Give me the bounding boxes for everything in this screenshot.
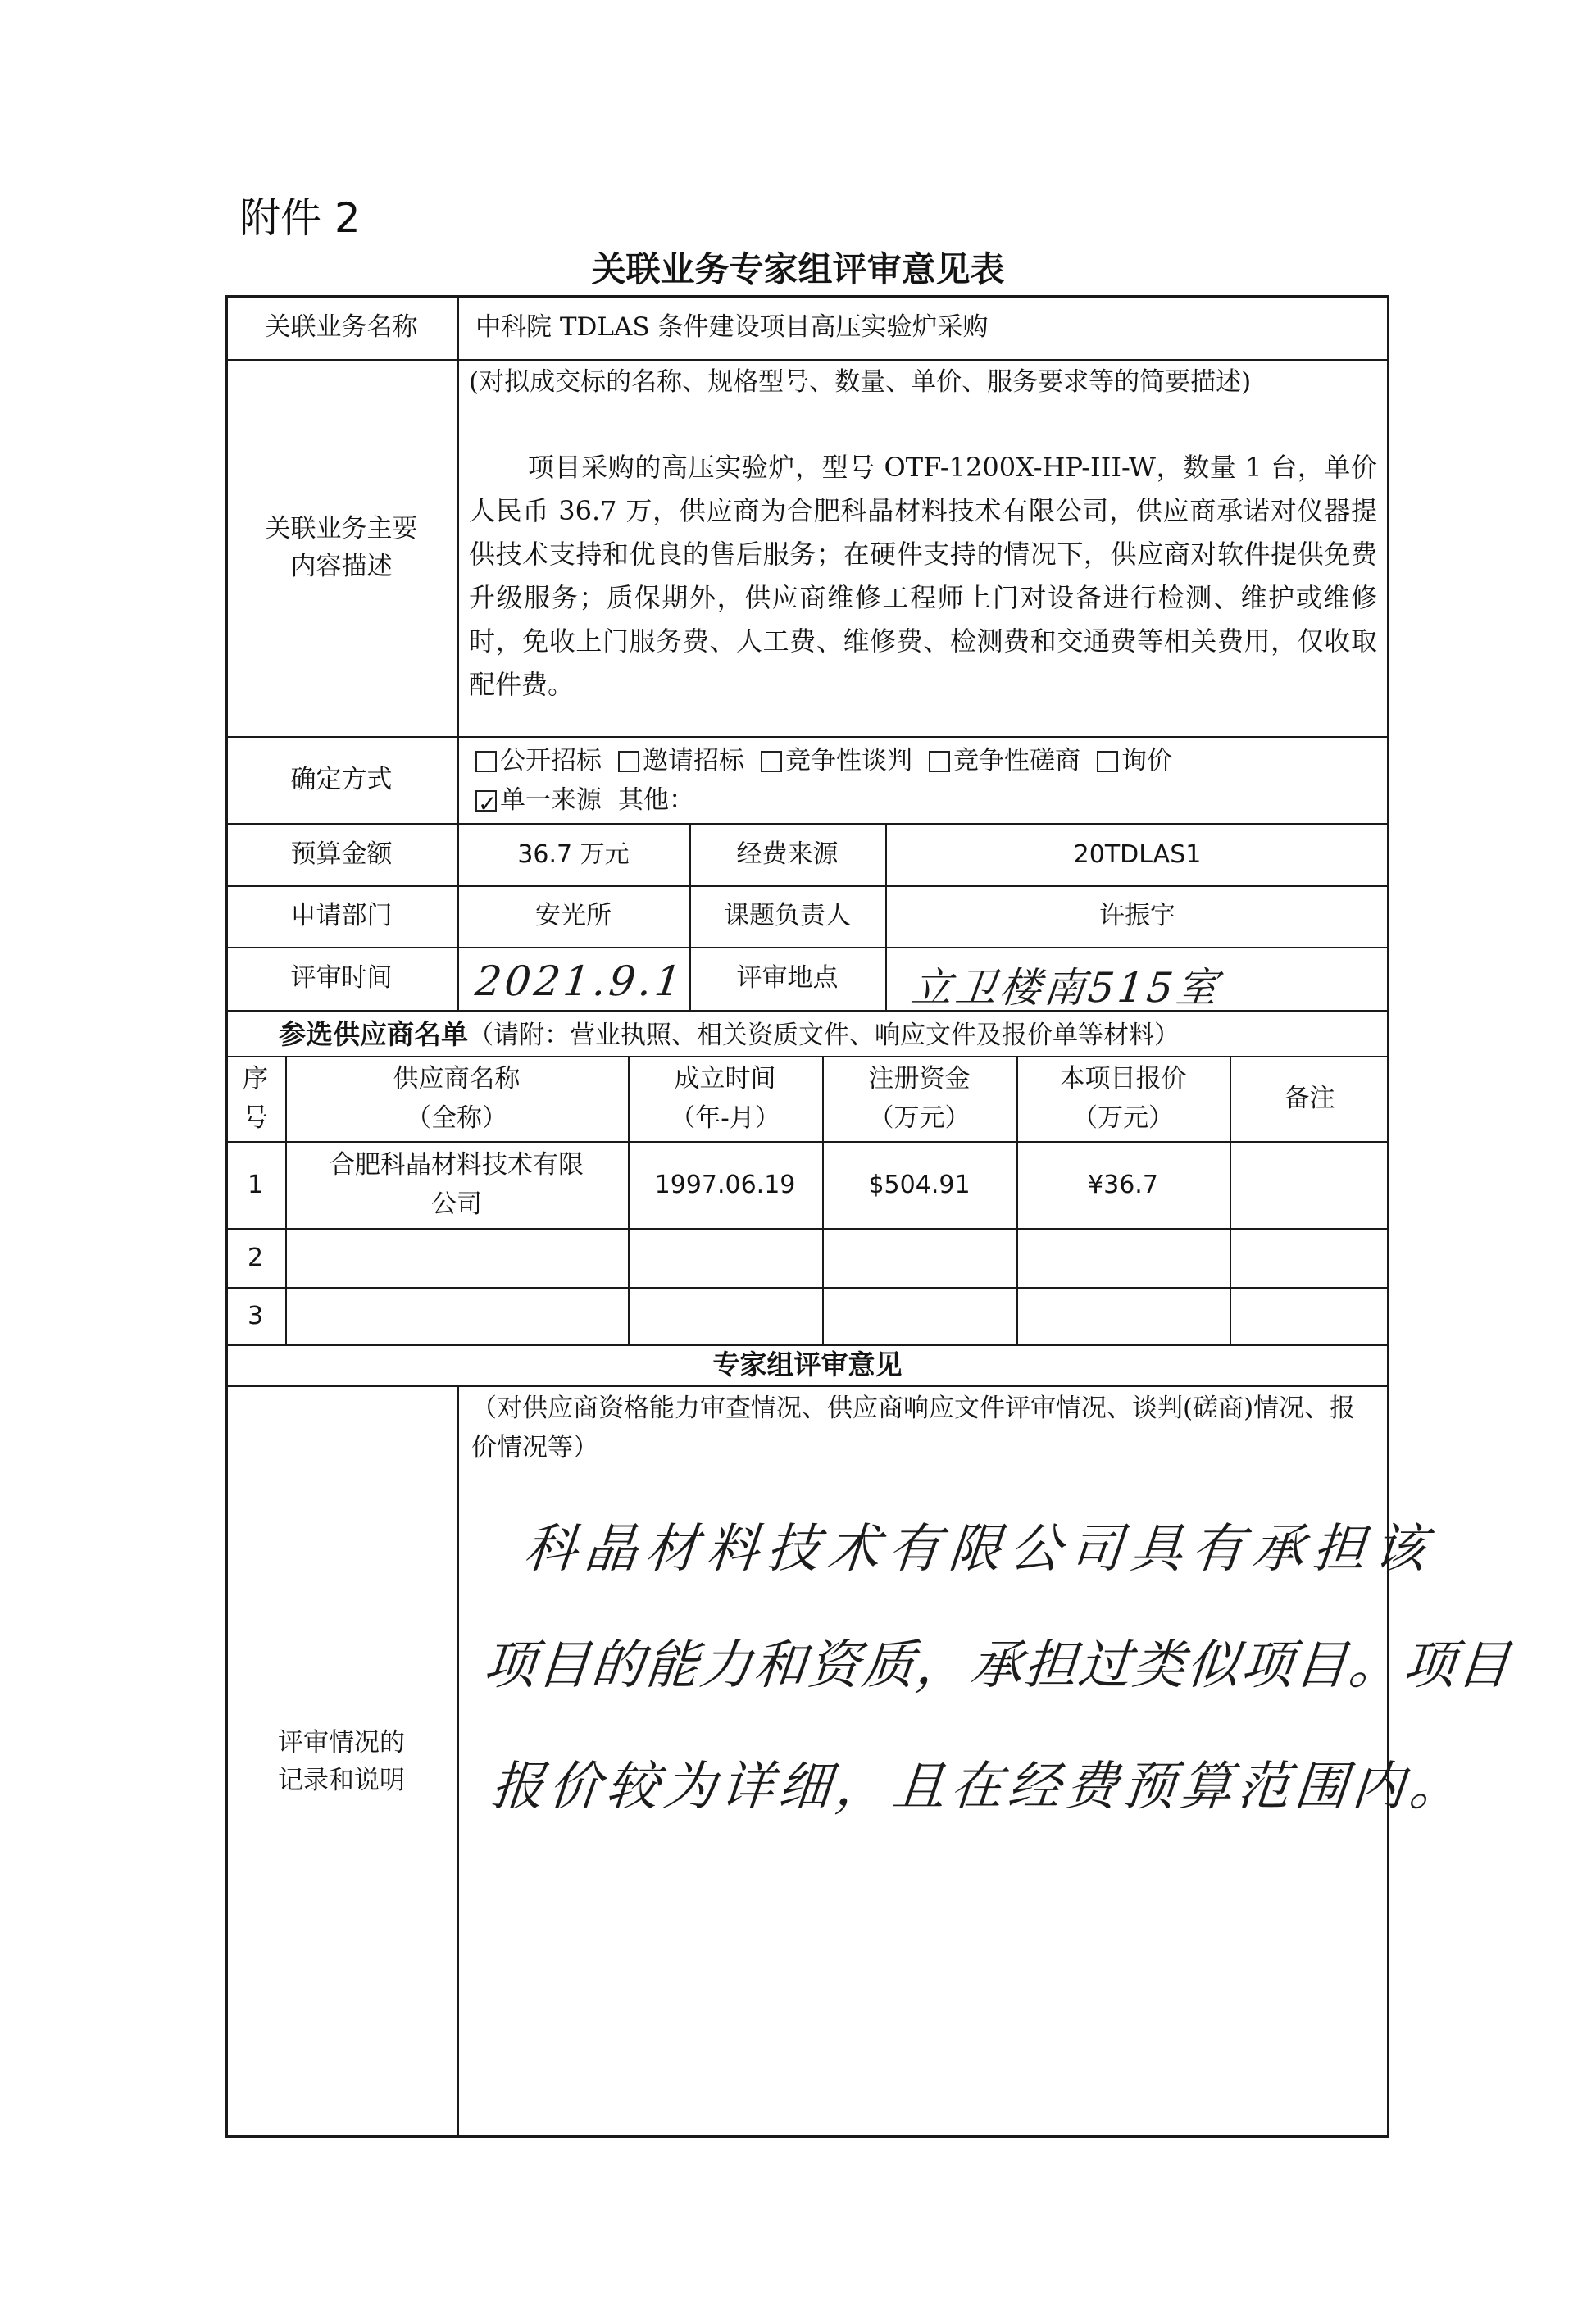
option-competitive-negotiation[interactable]: 竞争性谈判 [761,746,912,775]
supplier-row-seq: 2 [247,1243,264,1272]
opinion-handwritten-line3: 报价较为详细，且在经费预算范围内。 [489,1757,1470,1817]
col-supplier-name: 供应商名称 （全称） [393,1064,521,1133]
review-place-value: 立卫楼南515室 [908,964,1224,1012]
opinion-heading: 专家组评审意见 [712,1348,903,1381]
budget-label: 预算金额 [290,839,393,869]
supplier-row-capital [822,1287,1016,1344]
supplier-row-quote [1016,1287,1230,1344]
review-time-value: 2021.9.1 [472,957,687,1005]
supplier-row-name [285,1287,628,1344]
suppliers-note: （请附：营业执照、相关资质文件、响应文件及报价单等材料） [468,1021,1180,1050]
funding-label: 经费来源 [736,839,839,869]
col-quote: 本项目报价 （万元） [1059,1064,1187,1133]
department-value: 安光所 [535,901,612,931]
opinion-handwritten-line2: 项目的能力和资质，承担过类似项目。项目 [480,1635,1514,1696]
funding-value: 20TDLAS1 [1073,839,1202,869]
review-place-label: 评审地点 [736,963,839,994]
supplier-row-name [285,1228,628,1287]
opinion-label-line1: 评审情况的 [278,1727,405,1758]
opinion-label [225,1385,457,2138]
checkbox-icon[interactable] [929,751,950,772]
method-label: 确定方式 [290,764,393,794]
supplier-row-remark [1230,1287,1389,1344]
col-remark: 备注 [1284,1083,1335,1113]
checkbox-icon[interactable] [761,751,782,772]
method-options [475,741,1385,820]
supplier-row-capital [822,1228,1016,1287]
budget-value: 36.7 万元 [517,839,630,869]
content-body: 项目采购的高压实验炉，型号 OTF-1200X-HP-III-W，数量 1 台，单价人民币 36.7 万，供应商为合肥科晶材料技术有限公司，供应商承诺对仪器提供技术支持和优良的售后服务；在硬件支持的情况下，供应商对软件提供免费升级服务；质保期外，供应商维修工程师上门对设备进行检测、维护或维修时，免收上门服务费、人工费、维修费、检测费和交通费等相关费用，仅收取配件费。 [469,452,1377,700]
option-competitive-consultation[interactable]: 竞争性磋商 [929,746,1080,775]
supplier-row-founded [628,1228,822,1287]
supplier-row-quote: ¥36.7 [1088,1170,1158,1199]
supplier-row-founded [628,1287,822,1344]
supplier-row-seq: 3 [247,1301,264,1330]
content-label [225,359,457,736]
content-hint: (对拟成交标的名称、规格型号、数量、单价、服务要求等的简要描述) [469,367,1252,397]
col-founded: 成立时间 （年-月） [670,1064,780,1133]
option-inquiry[interactable]: 询价 [1097,746,1172,775]
business-name-value: 中科院 TDLAS 条件建设项目高压实验炉采购 [475,311,989,342]
checkbox-icon[interactable] [475,751,497,772]
option-other: 其他： [618,785,694,815]
col-capital: 注册资金 （万元） [868,1064,971,1133]
option-invited-tender[interactable]: 邀请招标 [618,746,744,775]
option-public-tender[interactable]: 公开招标 [475,746,602,775]
leader-value: 许振宇 [1099,901,1175,931]
option-single-source[interactable]: ✓单一来源 [475,785,602,815]
opinion-label-line2: 记录和说明 [278,1766,405,1795]
checkbox-checked-icon[interactable] [475,790,497,812]
supplier-row-name: 合肥科晶材料技术有限 公司 [330,1150,584,1219]
suppliers-heading: 参选供应商名单 [279,1018,468,1050]
department-label: 申请部门 [290,901,393,931]
supplier-row-remark [1230,1228,1389,1287]
supplier-row-remark [1230,1141,1389,1228]
supplier-row-seq: 1 [247,1170,264,1199]
leader-label: 课题负责人 [724,901,851,931]
checkbox-icon[interactable] [1097,751,1118,772]
checkbox-icon[interactable] [618,751,639,772]
col-seq: 序 号 [243,1064,268,1133]
attachment-label: 附件 2 [239,194,361,242]
supplier-row-quote [1016,1228,1230,1287]
business-name-label: 关联业务名称 [265,311,418,342]
page-title: 关联业务专家组评审意见表 [591,249,1005,289]
content-label-line2: 内容描述 [290,552,393,581]
opinion-handwritten-line1: 科晶材料技术有限公司具有承担该 [521,1519,1437,1580]
method-options-row1 [475,741,1385,780]
supplier-row-founded: 1997.06.19 [654,1170,796,1199]
suppliers-heading-row [279,1013,1385,1056]
review-time-label: 评审时间 [290,963,393,994]
column-divider [457,1385,459,2138]
content-label-line1: 关联业务主要 [265,513,418,543]
method-options-row2 [475,780,1385,820]
supplier-row-capital: $504.91 [868,1170,971,1199]
opinion-hint: （对供应商资格能力审查情况、供应商响应文件评审情况、谈判(磋商)情况、报价情况等） [471,1394,1356,1462]
